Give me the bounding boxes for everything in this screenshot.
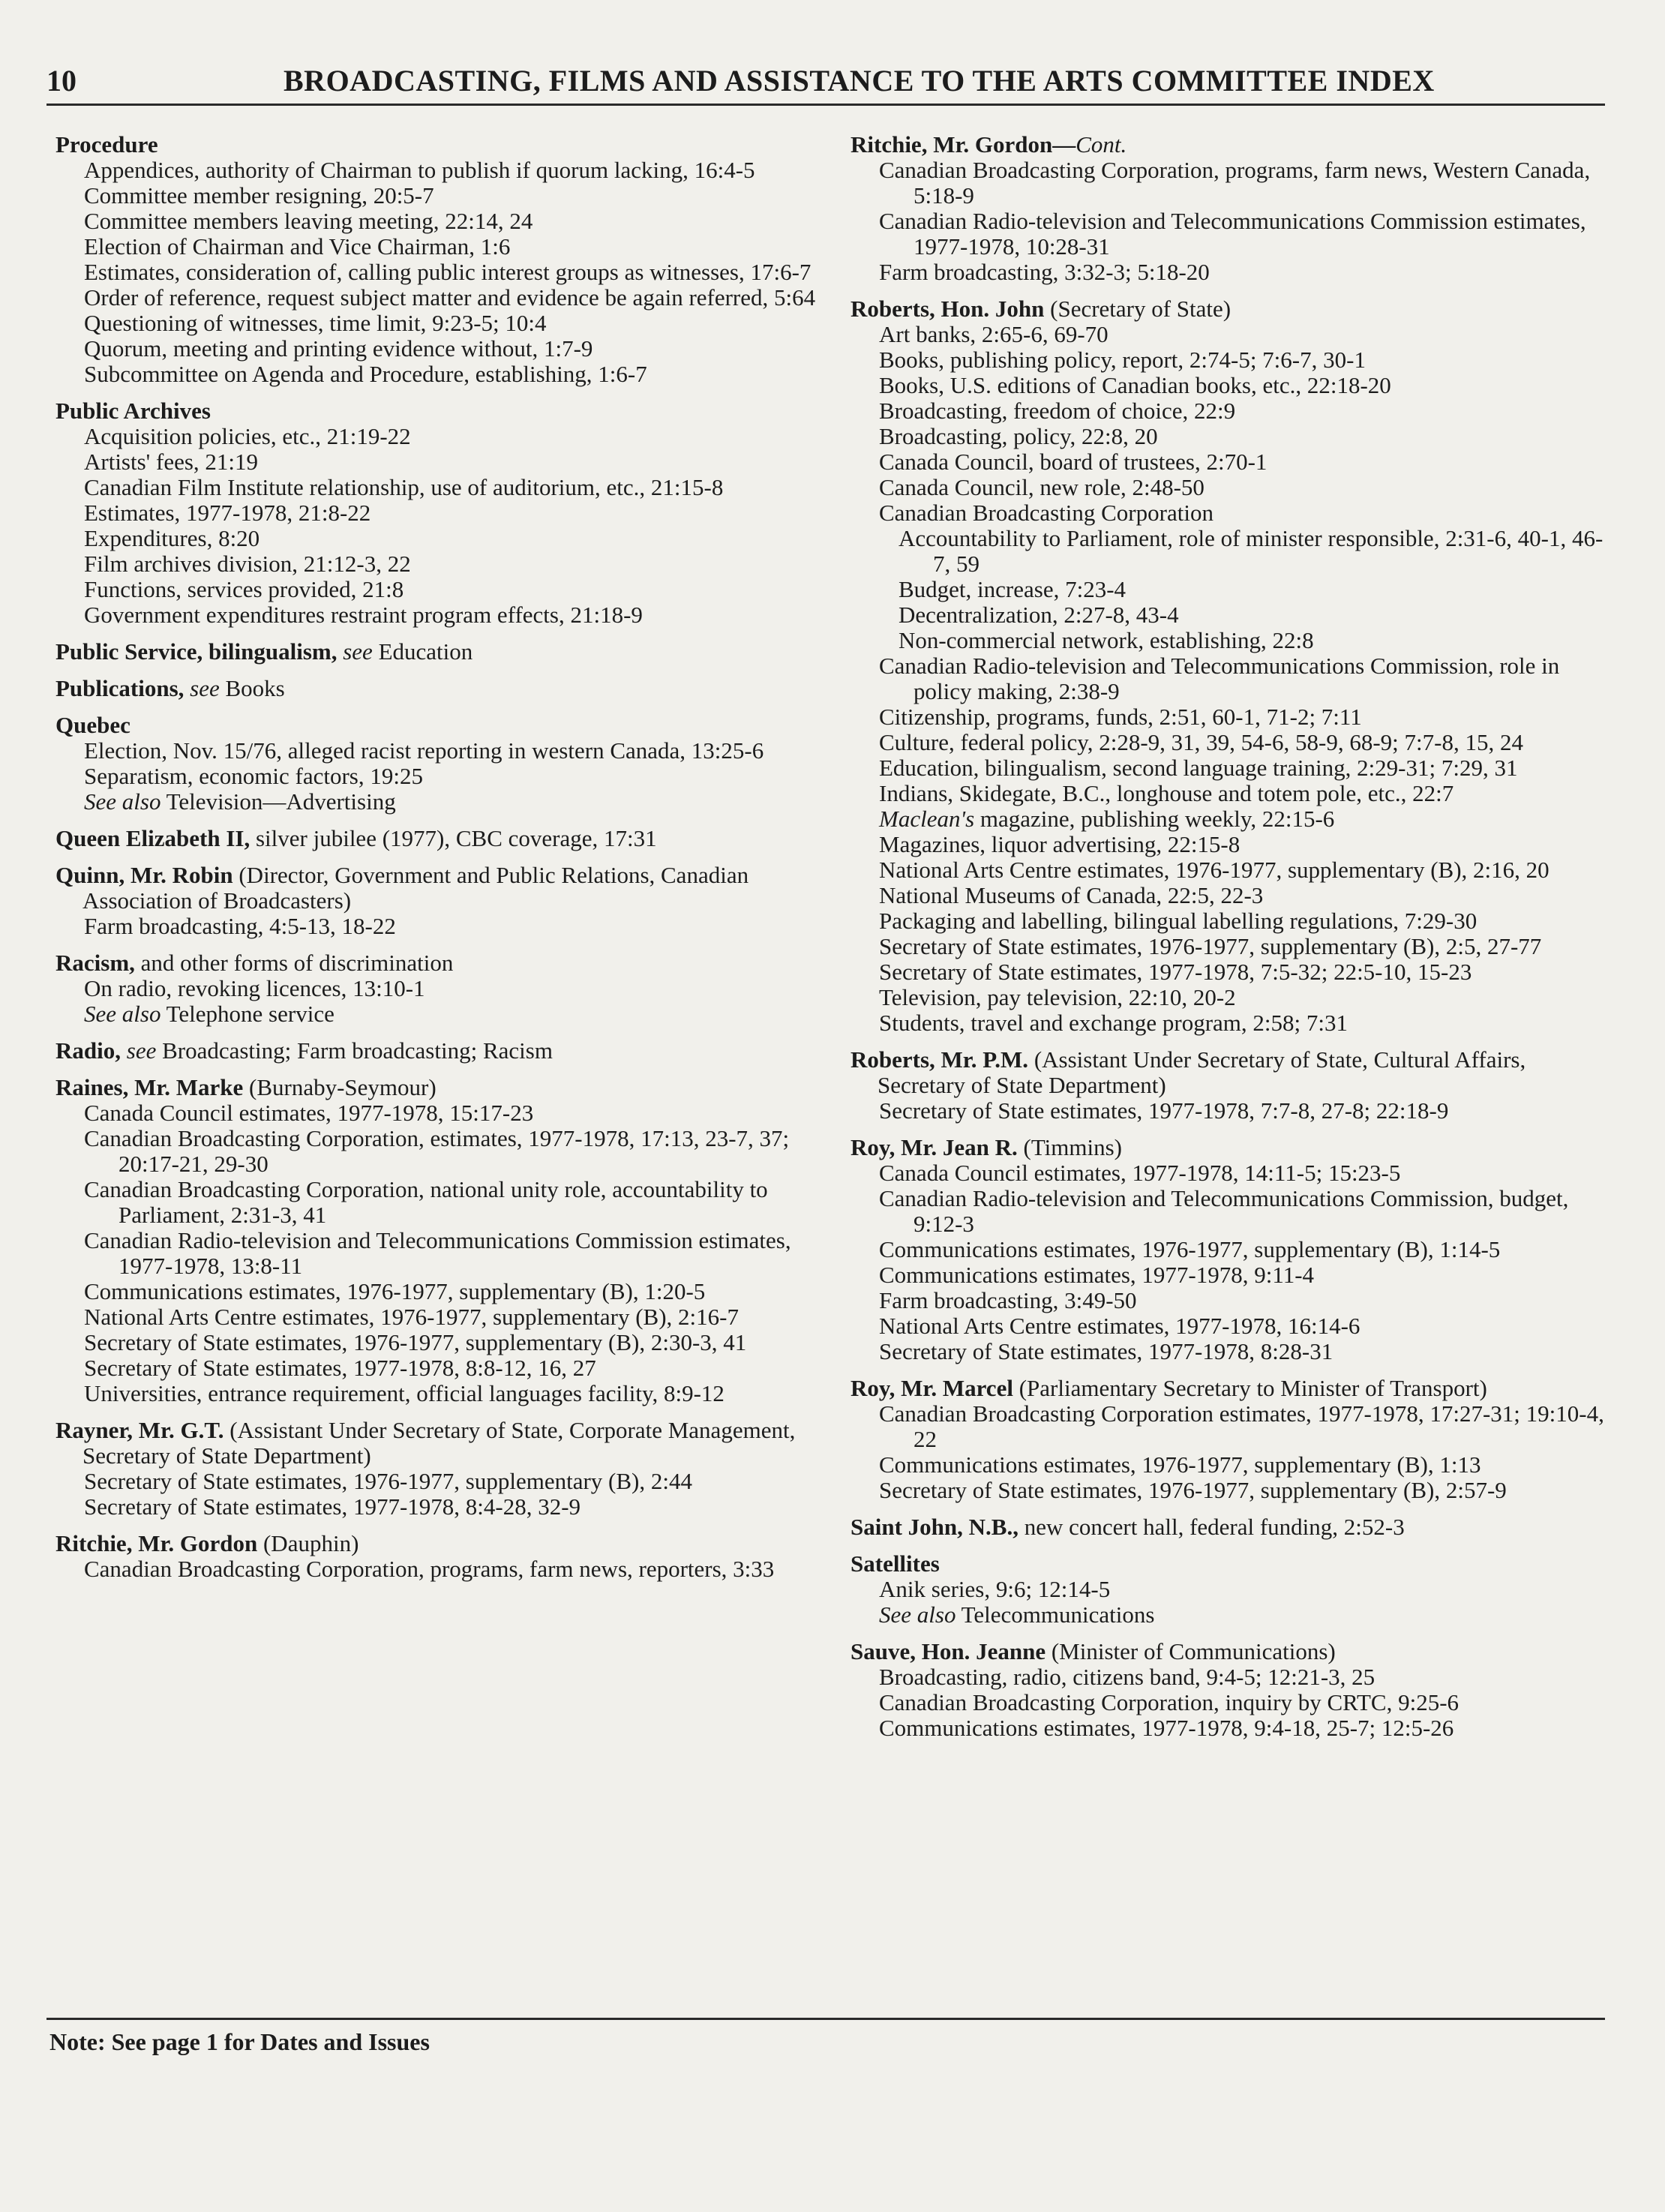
- index-subentry: Farm broadcasting, 3:32-3; 5:18-20: [879, 259, 1210, 285]
- index-subentry: Canadian Radio-television and Telecommunications Commission, role in policy making, 2:38-9: [879, 653, 1560, 704]
- index-heading-term: Roy, Mr. Marcel: [850, 1375, 1013, 1401]
- index-subentry: Canada Council, new role, 2:48-50: [879, 474, 1204, 500]
- index-subentry: Communications estimates, 1976-1977, supplementary (B), 1:14-5: [879, 1236, 1501, 1262]
- index-heading: [56, 1038, 820, 1064]
- index-subentry: Students, travel and exchange program, 2:58; 7:31: [879, 1010, 1348, 1036]
- index-subentry: Secretary of State estimates, 1977-1978, 7:5-32; 22:5-10, 15-23: [879, 959, 1472, 985]
- index-heading: [56, 676, 820, 701]
- index-subentry: Secretary of State estimates, 1977-1978, 8:8-12, 16, 27: [84, 1355, 596, 1381]
- index-subentry: Canada Council, board of trustees, 2:70-1: [879, 449, 1268, 475]
- index-subentry: On radio, revoking licences, 13:10-1: [84, 975, 425, 1001]
- index-subentry: Order of reference, request subject matter and evidence be again referred, 5:64: [84, 284, 816, 311]
- index-subentry: Estimates, consideration of, calling public interest groups as witnesses, 17:6-7: [84, 259, 812, 285]
- see-also-label: See also: [84, 788, 161, 815]
- index-heading: [56, 713, 820, 738]
- index-heading-qualifier: (Director, Government and Public Relations, Canadian Association of Broadcasters): [82, 862, 749, 914]
- index-heading-qualifier: Cont.: [1076, 131, 1127, 158]
- index-subentry: Culture, federal policy, 2:28-9, 31, 39, 54-6, 58-9, 68-9; 7:7-8, 15, 24: [879, 729, 1523, 755]
- index-heading-term: Publications,: [56, 675, 184, 701]
- index-subentry: Canadian Radio-television and Telecommunications Commission estimates, 1977-1978, 13:8-11: [84, 1227, 791, 1279]
- index-subentry: Canadian Broadcasting Corporation, national unity role, accountability to Parliament, 2:31-3, 41: [84, 1176, 768, 1228]
- index-subentry: Subcommittee on Agenda and Procedure, establishing, 1:6-7: [84, 361, 647, 387]
- index-heading-qualifier: (Dauphin): [262, 1530, 359, 1556]
- index-subentry: National Arts Centre estimates, 1976-1977, supplementary (B), 2:16, 20: [879, 857, 1550, 883]
- index-see-also: See also Telecommunications: [879, 1601, 1155, 1628]
- index-heading: [850, 1514, 1616, 1540]
- index-entry: [56, 1075, 820, 1406]
- index-heading-term: Queen Elizabeth II,: [56, 825, 250, 851]
- index-subentry: Election, Nov. 15/76, alleged racist reporting in western Canada, 13:25-6: [84, 737, 764, 764]
- index-heading: [850, 1135, 1616, 1160]
- index-subentry: Broadcasting, freedom of choice, 22:9: [879, 398, 1236, 424]
- index-heading-term: Procedure: [56, 131, 158, 158]
- index-subentry: Communications estimates, 1977-1978, 9:4-18, 25-7; 12:5-26: [879, 1715, 1454, 1741]
- index-subentry: National Arts Centre estimates, 1977-1978, 16:14-6: [879, 1313, 1360, 1339]
- index-subentry: Functions, services provided, 21:8: [84, 576, 404, 602]
- index-heading-qualifier: (Assistant Under Secretary of State, Cultural Affairs, Secretary of State Department): [878, 1046, 1526, 1098]
- index-entry: [56, 1418, 820, 1520]
- index-heading-term: Roberts, Mr. P.M.: [850, 1046, 1029, 1073]
- index-subentry: Packaging and labelling, bilingual labelling regulations, 7:29-30: [879, 908, 1478, 934]
- index-subsubentry: Budget, increase, 7:23-4: [898, 576, 1126, 602]
- index-subsubentry: Decentralization, 2:27-8, 43-4: [898, 602, 1179, 628]
- index-heading: [56, 826, 820, 851]
- index-subentry: Education, bilingualism, second language training, 2:29-31; 7:29, 31: [879, 755, 1518, 781]
- index-subentry: Committee members leaving meeting, 22:14, 24: [84, 208, 533, 234]
- index-heading-qualifier: (Parliamentary Secretary to Minister of Transport): [1018, 1375, 1487, 1401]
- index-subentry: Canadian Radio-television and Telecommunications Commission estimates, 1977-1978, 10:28-31: [879, 208, 1586, 260]
- index-see-also: See also Television—Advertising: [84, 788, 396, 815]
- index-subentry: Anik series, 9:6; 12:14-5: [879, 1576, 1111, 1602]
- index-subsubentry: Non-commercial network, establishing, 22:8: [898, 627, 1314, 653]
- index-subentry: Canadian Broadcasting Corporation, programs, farm news, reporters, 3:33: [84, 1556, 775, 1582]
- index-heading: [56, 950, 820, 976]
- index-subentry: Committee member resigning, 20:5-7: [84, 182, 434, 209]
- index-heading-qualifier: (Secretary of State): [1050, 296, 1232, 322]
- index-entry: [850, 1135, 1616, 1364]
- index-entry: [56, 826, 820, 851]
- page-number: 10: [46, 64, 76, 98]
- index-entry: [56, 863, 820, 939]
- index-heading-qualifier: see Education: [343, 638, 473, 665]
- index-heading: [56, 1075, 820, 1100]
- index-heading: [56, 863, 820, 914]
- index-subentry: Expenditures, 8:20: [84, 525, 260, 551]
- index-heading: [56, 398, 820, 424]
- index-entry: [850, 1639, 1616, 1741]
- index-subentry: Broadcasting, radio, citizens band, 9:4-5; 12:21-3, 25: [879, 1664, 1376, 1690]
- index-subentry: Secretary of State estimates, 1977-1978, 8:4-28, 32-9: [84, 1493, 581, 1520]
- index-subentry: Indians, Skidegate, B.C., longhouse and totem pole, etc., 22:7: [879, 780, 1454, 806]
- index-heading-term: Raines, Mr. Marke: [56, 1074, 244, 1100]
- index-heading-term: Sauve, Hon. Jeanne: [850, 1638, 1046, 1664]
- index-heading: [56, 132, 820, 158]
- index-subentry: Election of Chairman and Vice Chairman, 1:6: [84, 233, 511, 260]
- index-heading: [56, 639, 820, 665]
- index-heading-term: Roberts, Hon. John: [850, 296, 1045, 322]
- index-column-left: [56, 132, 820, 1593]
- index-entry: [850, 132, 1616, 285]
- index-subentry: Broadcasting, policy, 22:8, 20: [879, 423, 1158, 449]
- index-subentry: Secretary of State estimates, 1977-1978, 7:7-8, 27-8; 22:18-9: [879, 1097, 1449, 1124]
- page-header: [46, 59, 1605, 105]
- index-heading-term: Quebec: [56, 712, 130, 738]
- index-entry: [850, 1376, 1616, 1503]
- index-subentry: Communications estimates, 1976-1977, supplementary (B), 1:13: [879, 1451, 1481, 1478]
- index-subentry: Books, publishing policy, report, 2:74-5; 7:6-7, 30-1: [879, 347, 1366, 373]
- index-heading-term: Ritchie, Mr. Gordon: [56, 1530, 258, 1556]
- index-entry: [56, 950, 820, 1027]
- index-heading-qualifier: and other forms of discrimination: [140, 950, 454, 976]
- index-subentry: Separatism, economic factors, 19:25: [84, 763, 423, 789]
- index-subentry: Questioning of witnesses, time limit, 9:23-5; 10:4: [84, 310, 547, 336]
- index-heading-term: Roy, Mr. Jean R.: [850, 1134, 1018, 1160]
- index-see-also: See also Telephone service: [84, 1001, 334, 1027]
- index-subentry: Canadian Broadcasting Corporation, estimates, 1977-1978, 17:13, 23-7, 37; 20:17-21, 29-30: [84, 1125, 790, 1177]
- index-heading-term: Public Archives: [56, 398, 211, 424]
- index-entry: [850, 296, 1616, 1036]
- index-subentry: Communications estimates, 1977-1978, 9:11-4: [879, 1262, 1315, 1288]
- index-heading: [850, 132, 1616, 158]
- index-subentry: Universities, entrance requirement, official languages facility, 8:9-12: [84, 1380, 724, 1406]
- see-also-label: See also: [879, 1601, 956, 1628]
- index-subentry: Farm broadcasting, 3:49-50: [879, 1287, 1137, 1313]
- index-subentry: Secretary of State estimates, 1976-1977, supplementary (B), 2:5, 27-77: [879, 933, 1542, 959]
- index-subentry: Maclean's magazine, publishing weekly, 22:15-6: [879, 806, 1335, 832]
- index-subentry: Canadian Broadcasting Corporation: [879, 500, 1214, 526]
- index-heading-term: Radio,: [56, 1037, 121, 1064]
- index-heading-term: Satellites: [850, 1550, 940, 1577]
- index-subentry: Television, pay television, 22:10, 20-2: [879, 984, 1236, 1010]
- index-heading-qualifier: silver jubilee (1977), CBC coverage, 17:31: [255, 825, 657, 851]
- index-heading: [850, 1047, 1616, 1098]
- index-subentry: Canadian Radio-television and Telecommunications Commission, budget, 9:12-3: [879, 1185, 1569, 1237]
- index-subentry: Quorum, meeting and printing evidence without, 1:7-9: [84, 335, 593, 362]
- index-heading: [56, 1418, 820, 1469]
- index-subentry: Canadian Broadcasting Corporation, programs, farm news, Western Canada, 5:18-9: [879, 157, 1591, 209]
- index-heading: [850, 1376, 1616, 1401]
- see-also-label: See also: [84, 1001, 161, 1027]
- index-entry: [850, 1551, 1616, 1628]
- index-heading-term: Ritchie, Mr. Gordon—: [850, 131, 1076, 158]
- index-column-right: [850, 132, 1616, 1752]
- index-heading-qualifier: (Burnaby-Seymour): [249, 1074, 436, 1100]
- index-entry: [56, 398, 820, 628]
- index-subentry: Secretary of State estimates, 1976-1977, supplementary (B), 2:57-9: [879, 1477, 1507, 1503]
- index-entry: [56, 676, 820, 701]
- index-heading-qualifier: new concert hall, federal funding, 2:52-3: [1024, 1514, 1405, 1540]
- footer-rule: [46, 2018, 1605, 2020]
- index-heading-qualifier: (Assistant Under Secretary of State, Corporate Management, Secretary of State Department): [82, 1417, 796, 1469]
- index-subentry: Canada Council estimates, 1977-1978, 14:11-5; 15:23-5: [879, 1160, 1401, 1186]
- index-heading-qualifier: (Minister of Communications): [1051, 1638, 1336, 1664]
- index-subentry: Canadian Broadcasting Corporation, inquiry by CRTC, 9:25-6: [879, 1689, 1460, 1715]
- index-subentry: Acquisition policies, etc., 21:19-22: [84, 423, 411, 449]
- index-heading-term: Quinn, Mr. Robin: [56, 862, 233, 888]
- index-subentry: Secretary of State estimates, 1976-1977, supplementary (B), 2:30-3, 41: [84, 1329, 747, 1355]
- index-heading-qualifier: (Timmins): [1023, 1134, 1123, 1160]
- index-subentry: Canadian Broadcasting Corporation estimates, 1977-1978, 17:27-31; 19:10-4, 22: [879, 1400, 1604, 1452]
- index-subentry: Canada Council estimates, 1977-1978, 15:17-23: [84, 1100, 534, 1126]
- index-heading: [850, 296, 1616, 322]
- index-entry: [56, 1038, 820, 1064]
- index-subentry: Communications estimates, 1976-1977, supplementary (B), 1:20-5: [84, 1278, 706, 1304]
- index-heading: [850, 1639, 1616, 1664]
- index-heading-qualifier: see Broadcasting; Farm broadcasting; Racism: [126, 1037, 553, 1064]
- index-subentry: Books, U.S. editions of Canadian books, etc., 22:18-20: [879, 372, 1391, 398]
- index-subentry: Appendices, authority of Chairman to publish if quorum lacking, 16:4-5: [84, 157, 755, 183]
- index-heading-term: Public Service, bilingualism,: [56, 638, 338, 665]
- index-heading-term: Racism,: [56, 950, 135, 976]
- index-subentry: Secretary of State estimates, 1976-1977, supplementary (B), 2:44: [84, 1468, 692, 1494]
- index-subentry: Secretary of State estimates, 1977-1978, 8:28-31: [879, 1338, 1334, 1364]
- index-subentry: Canadian Film Institute relationship, use of auditorium, etc., 21:15-8: [84, 474, 724, 500]
- index-subentry: Artists' fees, 21:19: [84, 449, 259, 475]
- index-subentry: Farm broadcasting, 4:5-13, 18-22: [84, 913, 396, 939]
- index-entry: [850, 1514, 1616, 1540]
- index-entry: [56, 132, 820, 387]
- index-subentry: Estimates, 1977-1978, 21:8-22: [84, 500, 371, 526]
- index-subentry: Government expenditures restraint program effects, 21:18-9: [84, 602, 643, 628]
- index-subentry: Citizenship, programs, funds, 2:51, 60-1, 71-2; 7:11: [879, 704, 1362, 730]
- index-entry: [56, 639, 820, 665]
- index-subentry: National Arts Centre estimates, 1976-1977, supplementary (B), 2:16-7: [84, 1304, 739, 1330]
- index-heading: [850, 1551, 1616, 1577]
- index-subentry: Magazines, liquor advertising, 22:15-8: [879, 831, 1240, 857]
- index-subentry: Film archives division, 21:12-3, 22: [84, 551, 411, 577]
- index-subentry: National Museums of Canada, 22:5, 22-3: [879, 882, 1264, 908]
- index-entry: [56, 713, 820, 815]
- index-entry: [56, 1531, 820, 1582]
- index-heading-qualifier: see Books: [190, 675, 285, 701]
- index-heading-term: Saint John, N.B.,: [850, 1514, 1018, 1540]
- footer-note: Note: See page 1 for Dates and Issues: [50, 2028, 430, 2055]
- running-title: BROADCASTING, FILMS AND ASSISTANCE TO THE ARTS COMMITTEE INDEX: [284, 64, 1435, 98]
- header-rule: [46, 104, 1605, 106]
- index-heading: [56, 1531, 820, 1556]
- index-subsubentry: Accountability to Parliament, role of minister responsible, 2:31-6, 40-1, 46-7, 59: [898, 525, 1604, 577]
- index-subentry: Art banks, 2:65-6, 69-70: [879, 321, 1108, 347]
- index-entry: [850, 1047, 1616, 1124]
- index-heading-term: Rayner, Mr. G.T.: [56, 1417, 224, 1443]
